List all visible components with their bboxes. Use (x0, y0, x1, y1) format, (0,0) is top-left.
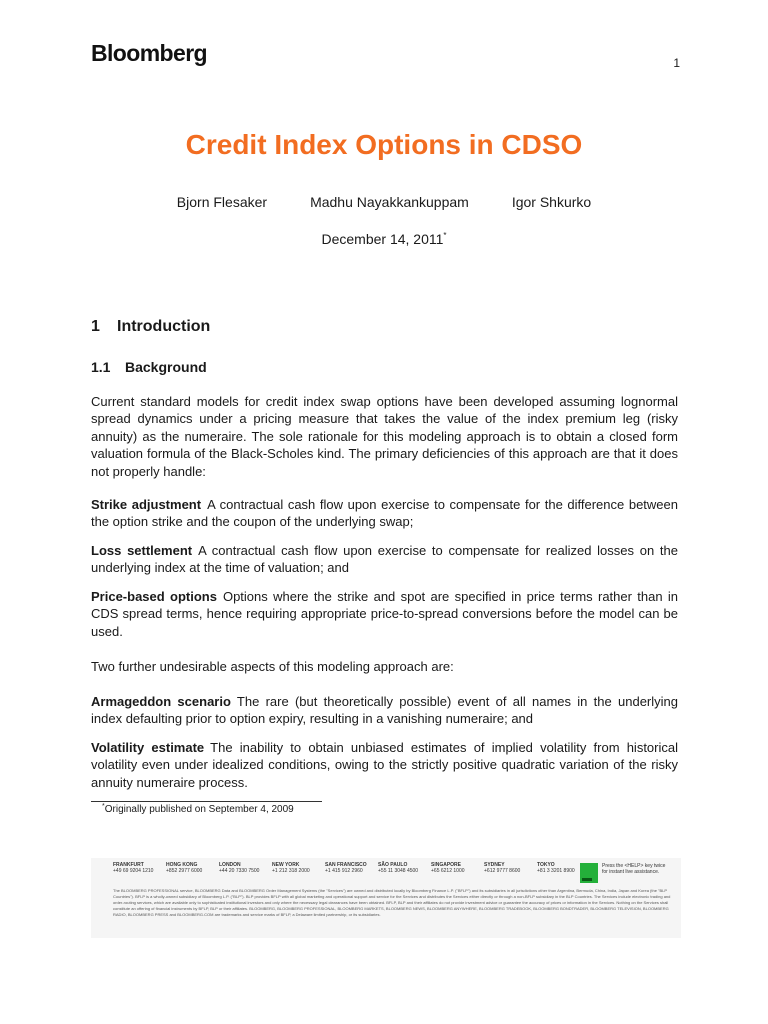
definition-text: The rare (but theoretically possible) event of all names in the underlying index defaulting prior to option expiry, resulting in a vanishing numeraire; and (91, 694, 678, 727)
paper-title: Credit Index Options in CDSO (185, 129, 583, 160)
definition-text: A contractual cash flow upon exercise to compensate for the difference between the option strike and the coupon of the underlying swap; (91, 497, 678, 530)
office-phone: +55 11 3048 4500 (378, 868, 419, 874)
office-phone: +1 212 318 2000 (272, 868, 310, 874)
office-city: LONDON (219, 862, 241, 868)
date-footnote-mark: * (443, 231, 447, 240)
office-phone: +49 69 9204 1210 (113, 868, 154, 874)
definition-item (91, 739, 678, 791)
subsection-number: 1.1 (91, 359, 111, 375)
office-phone: +1 415 912 2960 (325, 868, 363, 874)
footnote-rule (91, 801, 322, 802)
office-city: SÃO PAULO (378, 862, 408, 868)
help-key-icon (580, 863, 598, 883)
office-entry (219, 862, 272, 874)
office-entry (325, 862, 378, 874)
definition-term: Price-based options (91, 589, 217, 604)
subsection-title: Background (125, 359, 207, 375)
office-city: SINGAPORE (431, 862, 462, 868)
office-city: SAN FRANCISCO (325, 862, 367, 868)
contact-banner (91, 858, 681, 938)
legal-disclaimer: The BLOOMBERG PROFESSIONAL service, BLOOMBERG Data and BLOOMBERG Order Management Systems (the "Services") are owned and distributed locally by Bloomberg Finance L.P. ("BFLP") and its subsidiaries in all jurisdictions other than Argentina, Bermuda, China, India, Japan and Korea (the "BLP Countries"). BFLP is a wholly-owned subsidiary of Bloomberg L.P. ("BLP"). BLP provides BFLP with all global marketing and operational support and service for the Services and distributes the Services either directly or through a non-BFLP subsidiary in the BLP Countries. The Services include electronic trading and order-routing services, which are available only to sophisticated institutional investors and only where the necessary legal clearances have been obtained. BFLP, BLP and their affiliates do not provide investment advice or guarantee the accuracy of prices or information in the Services. Nothing on the Services shall constitute an offering of financial instruments by BFLP, BLP or their affiliates. BLOOMBERG, BLOOMBERG PROFESSIONAL, BLOOMBERG MARKETS, BLOOMBERG NEWS, BLOOMBERG ANYWHERE, BLOOMBERG TRADEBOOK, BLOOMBERG BONDTRADER, BLOOMBERG TELEVISION, BLOOMBERG RADIO, BLOOMBERG PRESS and BLOOMBERG.COM are trademarks and service marks of BFLP, a Delaware limited partnership, or its subsidiaries. (113, 888, 671, 917)
office-city: NEW YORK (272, 862, 300, 868)
author-name: Bjorn Flesaker (176, 194, 268, 210)
definition-term: Strike adjustment (91, 497, 202, 512)
office-city: SYDNEY (484, 862, 505, 868)
office-entry (113, 862, 166, 874)
footnote (102, 803, 294, 815)
author-name: Igor Shkurko (511, 194, 592, 210)
definition-term: Loss settlement (91, 543, 193, 558)
office-phone: +612 9777 8600 (484, 868, 521, 874)
definition-term: Volatility estimate (91, 740, 205, 755)
body-paragraph: Current standard models for credit index swap options have been developed assuming lognormal spread dynamics under a pricing measure that takes the value of the index premium leg (risky annuity) as the numeraire. The sole rationale for this modeling approach is to obtain a closed form valuation formula of the Black-Scholes kind. The primary deficiencies of this approach are that it does not properly handle: (91, 394, 678, 479)
subsection-heading (91, 359, 207, 376)
office-entry (272, 862, 325, 874)
definition-term: Armageddon scenario (91, 694, 231, 709)
definition-item (91, 588, 678, 640)
author-name: Madhu Nayakkankuppam (310, 194, 469, 210)
office-phone: +81 3 3201 8900 (537, 868, 575, 874)
definition-item (91, 496, 678, 531)
section-heading (91, 318, 210, 335)
office-phone: +65 6212 1000 (431, 868, 465, 874)
office-phone: +44 20 7330 7500 (219, 868, 260, 874)
office-list (113, 862, 590, 874)
definition-item (91, 693, 678, 728)
office-entry (484, 862, 537, 874)
office-entry (166, 862, 219, 874)
section-number: 1 (91, 318, 100, 335)
bloomberg-logo: Bloomberg (91, 40, 207, 66)
publication-date (0, 231, 768, 247)
office-city: FRANKFURT (113, 862, 144, 868)
footnote-text: Originally published on September 4, 2009 (104, 804, 294, 815)
definition-text: The inability to obtain unbiased estimates of implied volatility from historical volatility even under idealized conditions, owing to the strictly positive quadratic variation of the risky annuity numeraire process. (91, 740, 679, 790)
office-entry (378, 862, 431, 874)
footnote-mark: * (102, 803, 105, 810)
office-city: TOKYO (537, 862, 555, 868)
office-city: HONG KONG (166, 862, 198, 868)
author-list (0, 194, 768, 210)
office-phone: +852 2977 6000 (166, 868, 203, 874)
body-paragraph: Two further undesirable aspects of this modeling approach are: (91, 659, 454, 674)
help-instructions: Press the <HELP> key twice for instant live assistance. (602, 863, 666, 875)
page-number: 1 (673, 56, 680, 70)
office-entry (431, 862, 484, 874)
definition-text: A contractual cash flow upon exercise to compensate for realized losses on the underlying index at the time of valuation; and (91, 543, 678, 576)
definition-item (91, 542, 678, 577)
section-title: Introduction (117, 318, 211, 335)
definition-text: Options where the strike and spot are specified in price terms rather than in CDS spread terms, hence requiring appropriate price-to-spread conversions before the model can be used. (91, 589, 679, 639)
date-text: December 14, 2011 (321, 231, 444, 247)
